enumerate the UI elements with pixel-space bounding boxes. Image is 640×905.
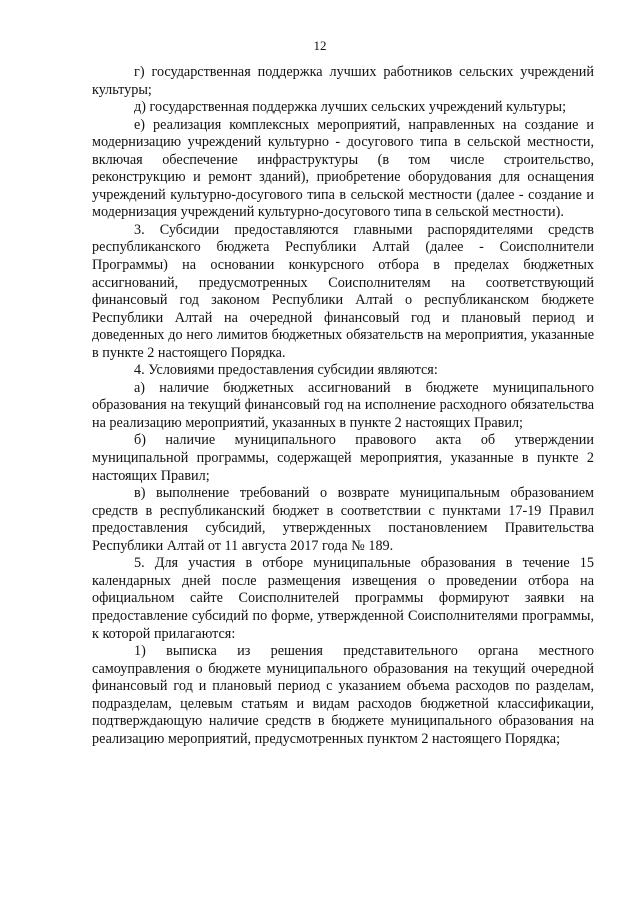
paragraph-subitem-g: г) государственная поддержка лучших работников сельских учреждений культуры;	[92, 64, 594, 98]
paragraph-subitem-a: а) наличие бюджетных ассигнований в бюджете муниципального образования на текущий финансовый год на исполнение расходного обязательства на реализацию мероприятий, указанных в пункте 2 настоящих Правил;	[92, 379, 594, 431]
paragraph-subitem-b: б) наличие муниципального правового акта об утверждении муниципальной программы, содержащей мероприятия, указанные в пункте 2 настоящих Правил;	[92, 432, 594, 484]
paragraph-item-3: 3. Субсидии предоставляются главными распорядителями средств республиканского бюджета Республики Алтай (далее - Соисполнители Программы) на основании конкурсного отбора в пределах бюджетных ассигнований, предусмотренных Соисполнителям на соответствующий финансовый год законом Республики Алтай о республиканском бюджете Республики Алтай на очередной финансовый год и плановый период и доведенных до него лимитов бюджетных обязательств на мероприятия, указанные в пункте 2 настоящего Порядка.	[92, 221, 594, 361]
paragraph-subitem-1: 1) выписка из решения представительного органа местного самоуправления о бюджете муниципального образования на текущий очередной финансовый год и плановый период с указанием объема расходов по разделам, подразделам, целевым статьям и видам расходов бюджетной классификации, подтверждающую наличие средств в бюджете муниципального образования на реализацию мероприятий, предусмотренных пунктом 2 настоящего Порядка;	[92, 643, 594, 747]
paragraph-subitem-e: е) реализация комплексных мероприятий, направленных на создание и модернизацию учреждений культурно - досугового типа в сельской местности, включая обеспечение инфраструктуры (в том числе строительство, реконструкцию и ремонт зданий), приобретение оборудования для оснащения учреждений культурно-досугового типа в сельской местности (далее - создание и модернизация учреждений культурно-досугового типа в сельской местности).	[92, 116, 594, 221]
paragraph-subitem-v: в) выполнение требований о возврате муниципальным образованием средств в республиканский бюджет в соответствии с пунктами 17-19 Правил предоставления субсидий, утвержденных постановлением Правительства Республики Алтай от 11 августа 2017 года № 189.	[92, 485, 594, 554]
document-body	[92, 64, 594, 748]
paragraph-item-5: 5. Для участия в отборе муниципальные образования в течение 15 календарных дней после размещения извещения о проведении отбора на официальном сайте Соисполнителей программы формируют заявки на предоставление субсидий по форме, утвержденной Соисполнителями программы, к которой прилагаются:	[92, 555, 594, 642]
page-number: 12	[313, 38, 327, 53]
paragraph-item-4: 4. Условиями предоставления субсидии являются:	[134, 362, 438, 379]
paragraph-subitem-d: д) государственная поддержка лучших сельских учреждений культуры;	[134, 99, 567, 116]
